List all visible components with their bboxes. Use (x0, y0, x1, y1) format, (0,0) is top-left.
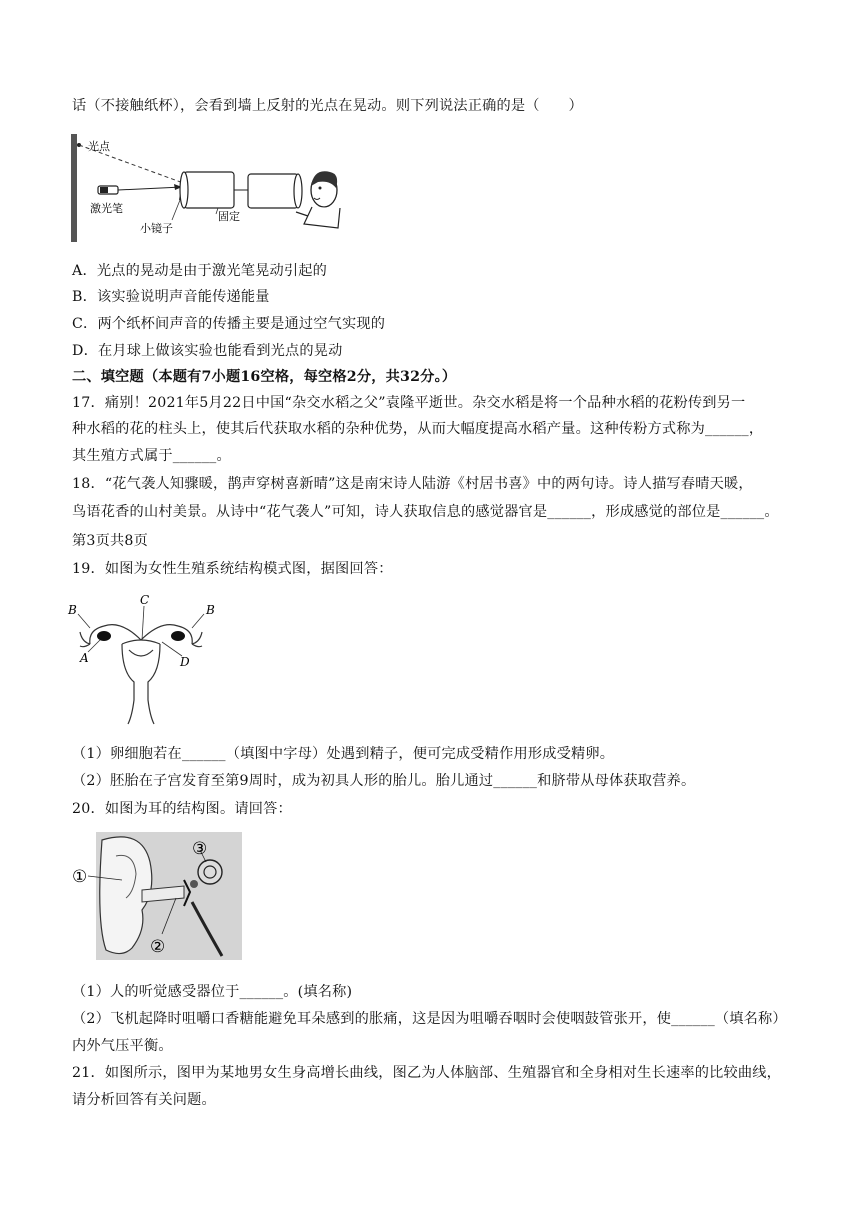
q17-line-1: 17．痛别！2021年5月22日中国“杂交水稻之父”袁隆平逝世。杂交水稻是将一个品种水稻的花粉传到另一 (72, 395, 746, 411)
female-reproductive-system-figure (66, 592, 216, 728)
label-b-left: B (68, 603, 77, 617)
label-3: ③ (192, 839, 208, 859)
label-small-mirror: 小镜子 (140, 222, 173, 235)
label-a: A (80, 651, 89, 665)
q19-sub-2: （2）胚胎在子宫发育至第9周时，成为初具人形的胎儿。胎儿通过______和脐带从母体获取营养。 (72, 773, 696, 789)
q16-option-a: A．光点的晃动是由于激光笔晃动引起的 (72, 263, 328, 279)
label-d: D (180, 655, 190, 669)
q20-sub-2-line-2: 内外气压平衡。 (72, 1038, 173, 1054)
q18-line-2: 鸟语花香的山村美景。从诗中“花气袭人”可知，诗人获取信息的感觉器官是______，形成感觉的部位是______。 (72, 504, 779, 520)
label-laser-pen: 激光笔 (90, 202, 123, 215)
ovary-right (171, 631, 185, 641)
ovary-left (97, 631, 111, 641)
label-fixed: 固定 (218, 210, 240, 223)
boy-speaking (296, 171, 340, 228)
wall (71, 134, 77, 242)
label-c: C (140, 593, 150, 607)
label-1: ① (72, 867, 88, 887)
q16-option-b: B．该实验说明声音能传递能量 (72, 289, 270, 305)
q19-stem: 19．如图为女性生殖系统结构模式图，据图回答： (72, 561, 393, 577)
label-b-right: B (206, 603, 215, 617)
paper-cup-1 (184, 172, 234, 208)
section-heading: 二、填空题（本题有7小题16空格，每空格2分，共32分。） (72, 369, 457, 385)
q17-line-2: 种水稻的花的柱头上，使其后代获取水稻的杂种优势，从而大幅度提高水稻产量。这种传粉方式称为______， (72, 421, 764, 437)
label-light-spot: 光点 (88, 140, 110, 153)
cochlea (198, 860, 222, 884)
q20-sub-1: （1）人的听觉感受器位于______。(填名称) (72, 984, 353, 1000)
q19-sub-1: （1）卵细胞若在______（填图中字母）处遇到精子，便可完成受精作用形成受精卵。 (72, 746, 615, 762)
page-footer: 第3页共8页 (72, 533, 149, 549)
q21-line-2: 请分析回答有关问题。 (72, 1092, 216, 1108)
q21-line-1: 21．如图所示，图甲为某地男女生身高增长曲线，图乙为人体脑部、生殖器官和全身相对生长速率的比较曲线， (72, 1065, 782, 1081)
q18-line-1: 18．“花气袭人知骤暖，鹊声穿树喜新晴”这是南宋诗人陆游《村居书喜》中的两句诗。诗人描写春晴天暖， (72, 476, 753, 492)
q16-option-c: C．两个纸杯间声音的传播主要是通过空气实现的 (72, 316, 386, 332)
label-2: ② (150, 937, 166, 957)
incident-beam (118, 187, 182, 190)
laser-cup-experiment-figure (68, 128, 388, 246)
q20-sub-2-line-1: （2）飞机起降时咀嚼口香糖能避免耳朵感到的胀痛，这是因为咀嚼吞咽时会使咽鼓管张开，使______（填名称） (72, 1011, 787, 1027)
q16-stem-tail: 话（不接触纸杯），会看到墙上反射的光点在晃动。则下列说法正确的是（ ） (72, 98, 583, 114)
paper-cup-2 (248, 174, 298, 208)
q17-line-3: 其生殖方式属于______。 (72, 448, 231, 464)
ear-structure-figure (72, 832, 242, 960)
q20-stem: 20．如图为耳的结构图。请回答： (72, 801, 292, 817)
q16-option-d: D．在月球上做该实验也能看到光点的晃动 (72, 343, 343, 359)
